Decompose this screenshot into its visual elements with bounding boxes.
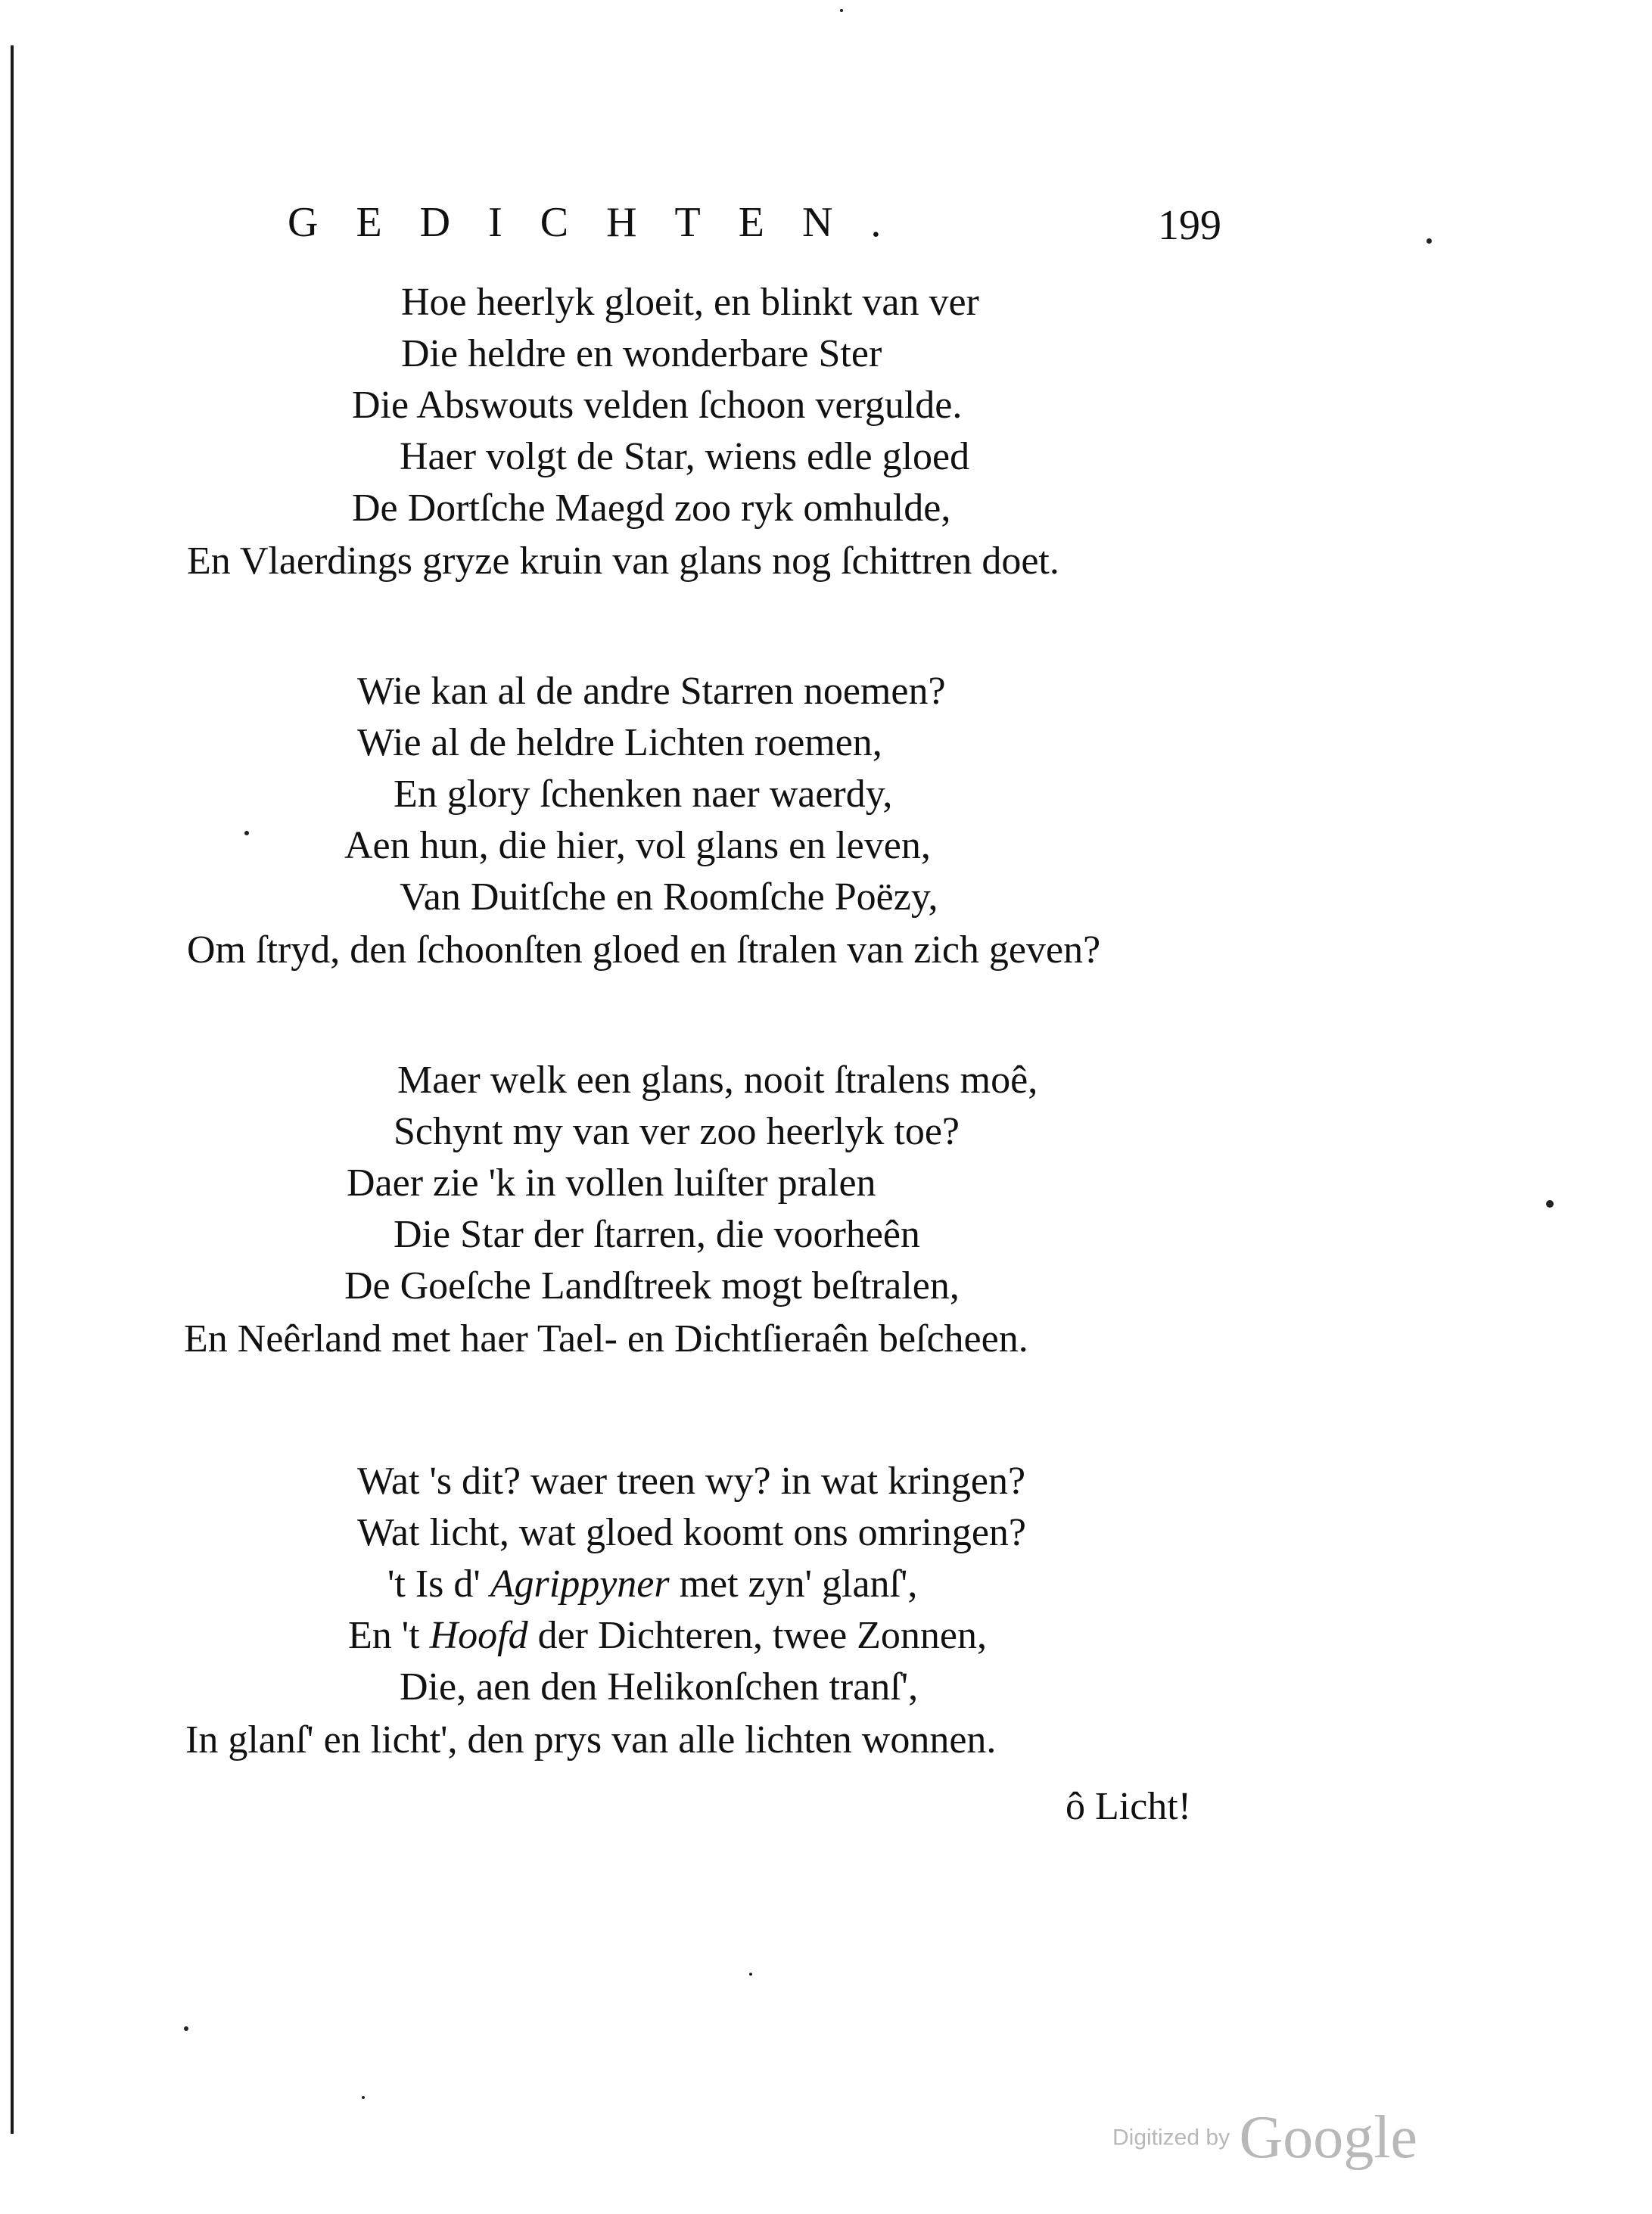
page-number: 199 (1158, 202, 1221, 249)
poem-line: En glory ſchenken naer waerdy, (394, 773, 893, 816)
poem-line: Haer volgt de Star, wiens edle gloed (400, 435, 970, 478)
italic-name: Agrippyner (490, 1563, 670, 1606)
poem-line: Die heldre en wonderbare Ster (401, 332, 882, 375)
poem-line: Aen hun, die hier, vol glans en leven, (344, 824, 931, 867)
scan-speck (749, 1973, 752, 1976)
scan-speck (184, 2026, 188, 2031)
digitization-watermark (1112, 2104, 1417, 2172)
poem-line: En 't Hoofd der Dichteren, twee Zonnen, (348, 1614, 987, 1657)
scan-speck (840, 9, 843, 12)
poem-line: En Neêrland met haer Tael- en Dichtſieraên beſcheen. (184, 1317, 1028, 1360)
poem-line: Die, aen den Helikonſchen tranſ', (400, 1665, 919, 1709)
poem-line: In glanſ' en licht', den prys van alle lichten wonnen. (185, 1718, 997, 1762)
poem-line: Die Star der ſtarren, die voorheên (394, 1213, 920, 1256)
poem-line: Wat 's dit? waer treen wy? in wat kringen? (357, 1460, 1026, 1503)
scan-speck (1426, 238, 1432, 244)
poem-line: De Dortſche Maegd zoo ryk omhulde, (352, 487, 951, 530)
italic-name: Hoofd (429, 1614, 528, 1657)
poem-line: 't Is d' Agrippyner met zyn' glanſ', (387, 1563, 918, 1606)
poem-line: Van Duitſche en Roomſche Poëzy, (400, 875, 938, 919)
running-title: GEDICHTEN. (288, 199, 919, 246)
poem-line: Wie kan al de andre Starren noemen? (357, 670, 946, 713)
poem-line: Die Abswouts velden ſchoon vergulde. (352, 384, 963, 427)
scan-speck (244, 831, 249, 835)
poem-line: Schynt my van ver zoo heerlyk toe? (394, 1110, 960, 1153)
poem-line: Om ſtryd, den ſchoonſten gloed en ſtralen van zich geven? (187, 928, 1101, 972)
poem-line: En Vlaerdings gryze kruin van glans nog ſchittren doet. (187, 540, 1059, 583)
poem-line: Daer zie 'k in vollen luiſter pralen (347, 1161, 876, 1205)
poem-line: Wie al de heldre Lichten roemen, (357, 721, 882, 764)
scan-speck (362, 2096, 365, 2099)
catchword: ô Licht! (1066, 1785, 1192, 1828)
poem-line: De Goeſche Landſtreek mogt beſtralen, (344, 1264, 960, 1308)
google-logo: Google (1239, 2104, 1418, 2171)
poem-line: Wat licht, wat gloed koomt ons omringen? (357, 1511, 1026, 1554)
watermark-prefix: Digitized by (1112, 2125, 1230, 2150)
poem-line: Maer welk een glans, nooit ſtralens moê, (397, 1059, 1038, 1102)
poem-line: Hoe heerlyk gloeit, en blinkt van ver (401, 281, 979, 324)
scan-speck (1546, 1200, 1554, 1208)
